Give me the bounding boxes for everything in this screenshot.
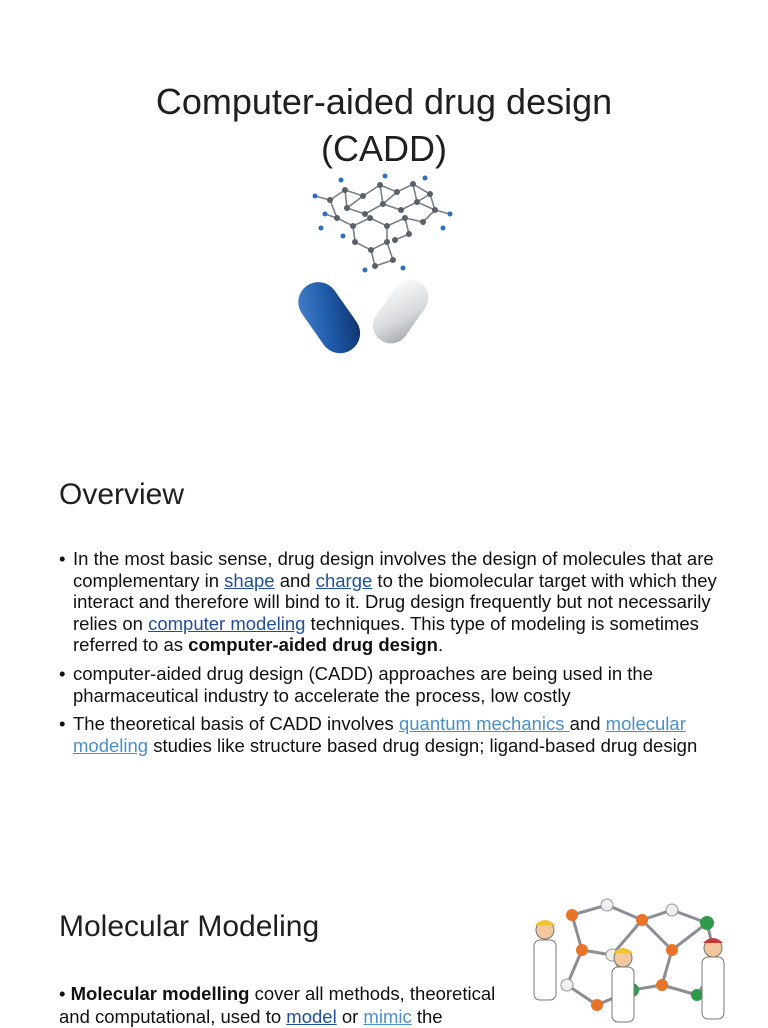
overview-bullet-3 [59,713,719,756]
title-line-2: (CADD) [321,128,447,169]
text: cover all methods, theoretical and computational, used to [59,983,496,1027]
model-link[interactable]: model [286,1006,337,1027]
charge-link[interactable]: charge [315,569,373,591]
text: to the biomolecular target with which they interact and therefore will bind to it. Drug design frequently but not necessarily relies on [73,569,717,634]
computer-modeling-link[interactable]: computer modeling [148,612,306,634]
molecular-modeling-heading: Molecular Modeling [59,910,320,943]
text: . [437,634,444,656]
scientist-figure [534,920,556,1000]
title-line-1: Computer-aided drug design [155,81,613,122]
scientist-figure [612,948,634,1022]
molecule-atoms [327,181,438,269]
text: the [411,1006,443,1027]
scientists-molecule-illustration [512,895,747,1024]
bold-term: computer-aided drug design [188,634,438,656]
bold-term: Molecular modelling [70,983,250,1004]
overview-heading: Overview [59,478,185,511]
text: and [274,569,316,591]
capsule-blue-half [290,274,368,360]
shape-link[interactable]: shape [224,569,275,591]
text: and [569,713,606,735]
text: In the most basic sense, drug design involves the design of molecules that are complementary in [73,548,714,591]
overview-bullet-1 [59,548,719,656]
text: computer-aided drug design (CADD) approaches are being used in the pharmaceutical industry to accelerate the process, low costly [73,662,654,706]
capsule-molecule-illustration [285,170,460,360]
bullet-mark: • [59,983,71,1004]
mimic-link[interactable]: mimic [363,1006,412,1027]
capsule-white-half [366,272,436,350]
molecular-modeling-bullet [59,982,519,1028]
text: The theoretical basis of CADD involves [73,713,399,735]
text: techniques. This type of modeling is sometimes referred to as [73,612,699,656]
overview-bullets [59,548,719,763]
text: or [336,1006,364,1027]
quantum-mechanics-link[interactable]: quantum mechanics [398,713,570,735]
text: studies like structure based drug design; ligand-based drug design [148,734,698,756]
slide-title [0,78,768,172]
overview-bullet-2 [59,663,719,706]
molecular-modeling-link[interactable]: molecular modeling [73,713,686,756]
scientist-figure [702,938,724,1019]
